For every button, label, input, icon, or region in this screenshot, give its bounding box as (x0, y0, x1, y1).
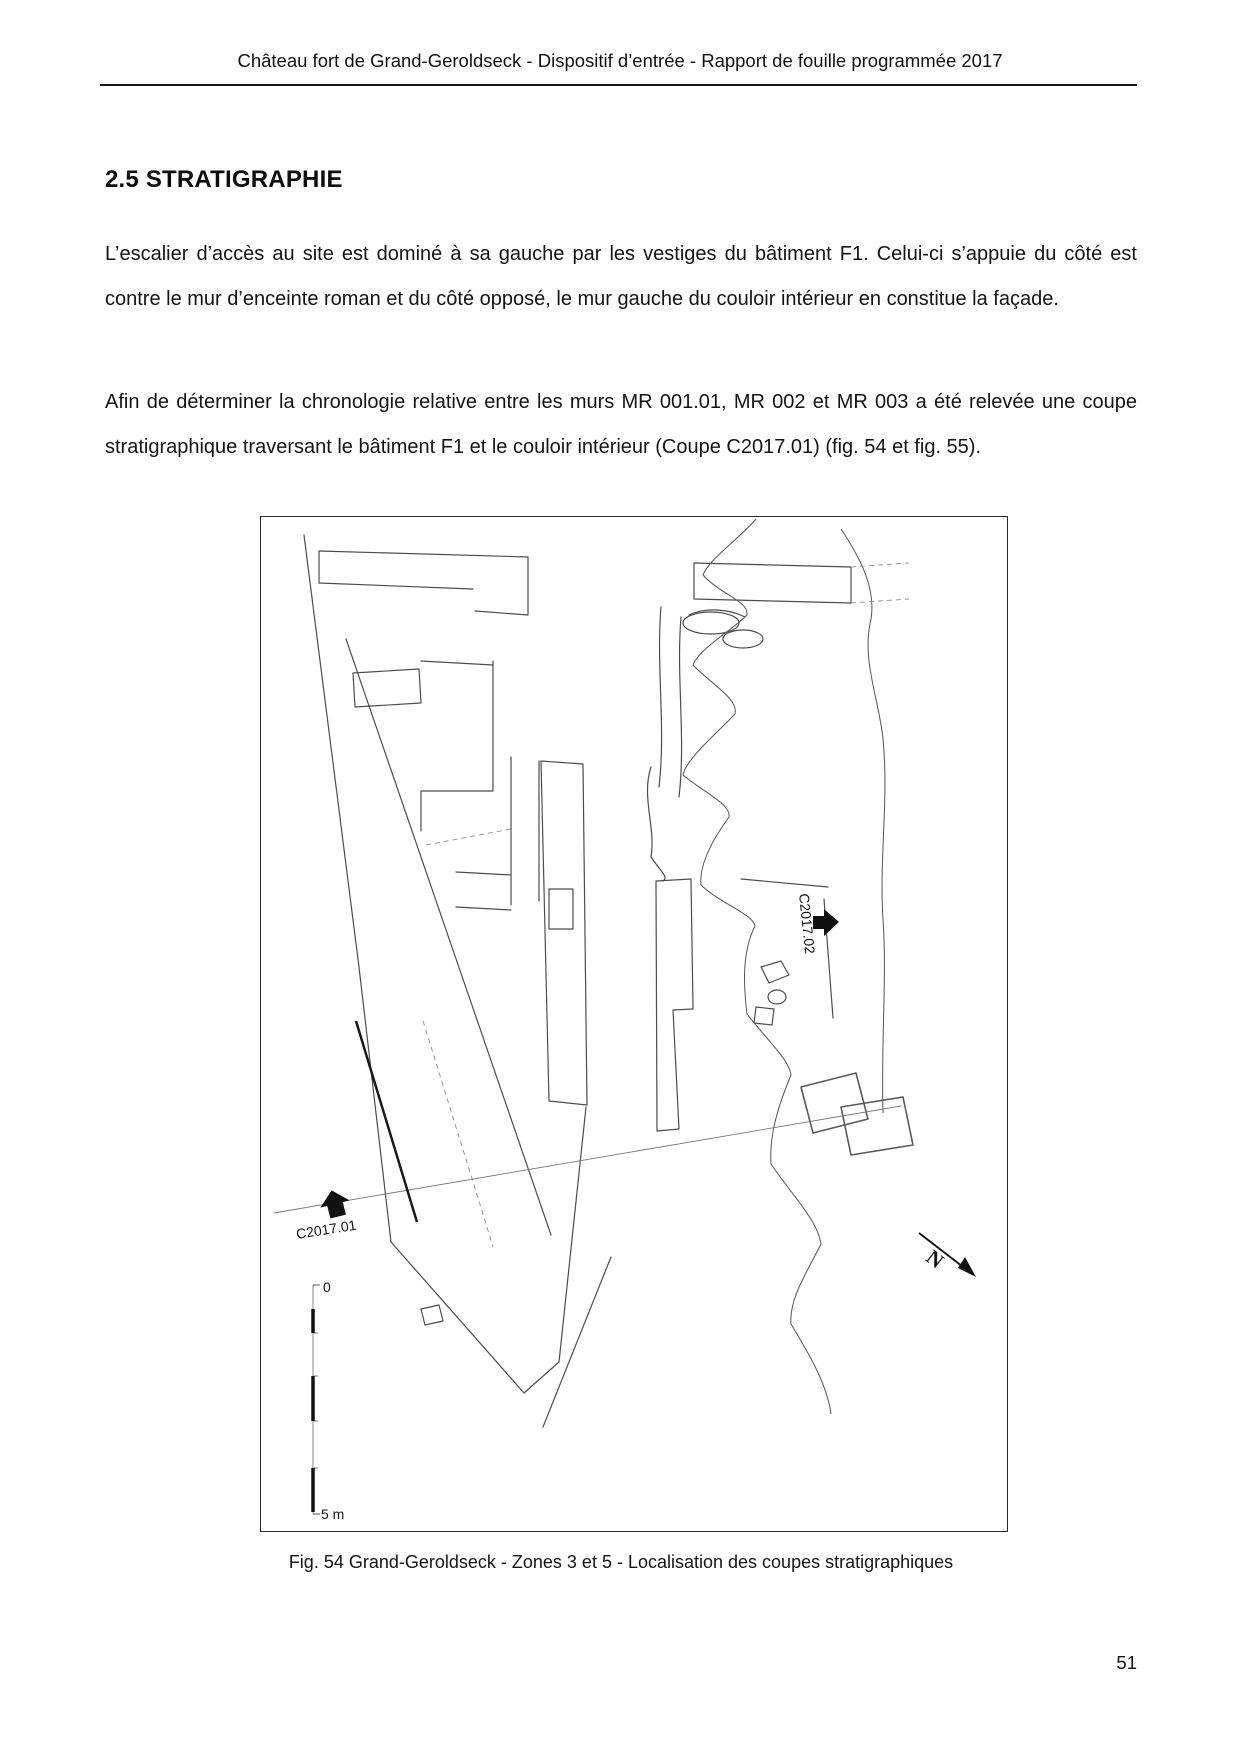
header-divider (100, 84, 1137, 86)
paragraph-2: Afin de déterminer la chronologie relative entre les murs MR 001.01, MR 002 et MR 003 a été relevée une coupe stratigraphique traversant le bâtiment F1 et le couloir intérieur (Coupe C2017.01) (fig. 54 et fig. 55). (105, 391, 1137, 458)
figure-caption: Fig. 54 Grand-Geroldseck - Zones 3 et 5 - Localisation des coupes stratigraphiques (288, 1552, 954, 1572)
section-arrow-c2017-01 (317, 1187, 353, 1220)
label-c2017-01-group (295, 1187, 358, 1242)
section-wall-heavy (356, 1021, 417, 1222)
section-line-c2017-01 (274, 1106, 901, 1213)
label-c2017-01: C2017.01 (294, 1216, 358, 1242)
page-number: 51 (1116, 1652, 1137, 1673)
plan-dashed-lines (423, 563, 909, 1247)
plan-stone-blocks (801, 1073, 913, 1155)
scale-bar (313, 1279, 344, 1522)
scale-max-label: 5 m (321, 1506, 345, 1522)
paragraph-1: L’escalier d’accès au site est dominé à sa gauche par les vestiges du bâtiment F1. Celui-ci s’appuie du côté est contre le mur d’enceinte roman et du côté opposé, le mur gauche du couloir intérieur en constitue la façade. (105, 243, 1137, 310)
plan-walls (304, 535, 851, 1427)
north-arrow (919, 1233, 976, 1277)
north-label: N (921, 1244, 949, 1274)
label-c2017-02: C2017.02 (796, 892, 819, 955)
section-heading: 2.5 STRATIGRAPHIE (105, 166, 343, 193)
label-c2017-02-group (796, 893, 839, 955)
figure-54-plan (260, 516, 1008, 1532)
site-plan-drawing (261, 517, 1007, 1531)
page-header: Château fort de Grand-Geroldseck - Dispositif d’entrée - Rapport de fouille programmée 2017 (237, 50, 1003, 71)
scale-zero-label: 0 (323, 1279, 331, 1295)
north-arrowhead (958, 1257, 976, 1277)
